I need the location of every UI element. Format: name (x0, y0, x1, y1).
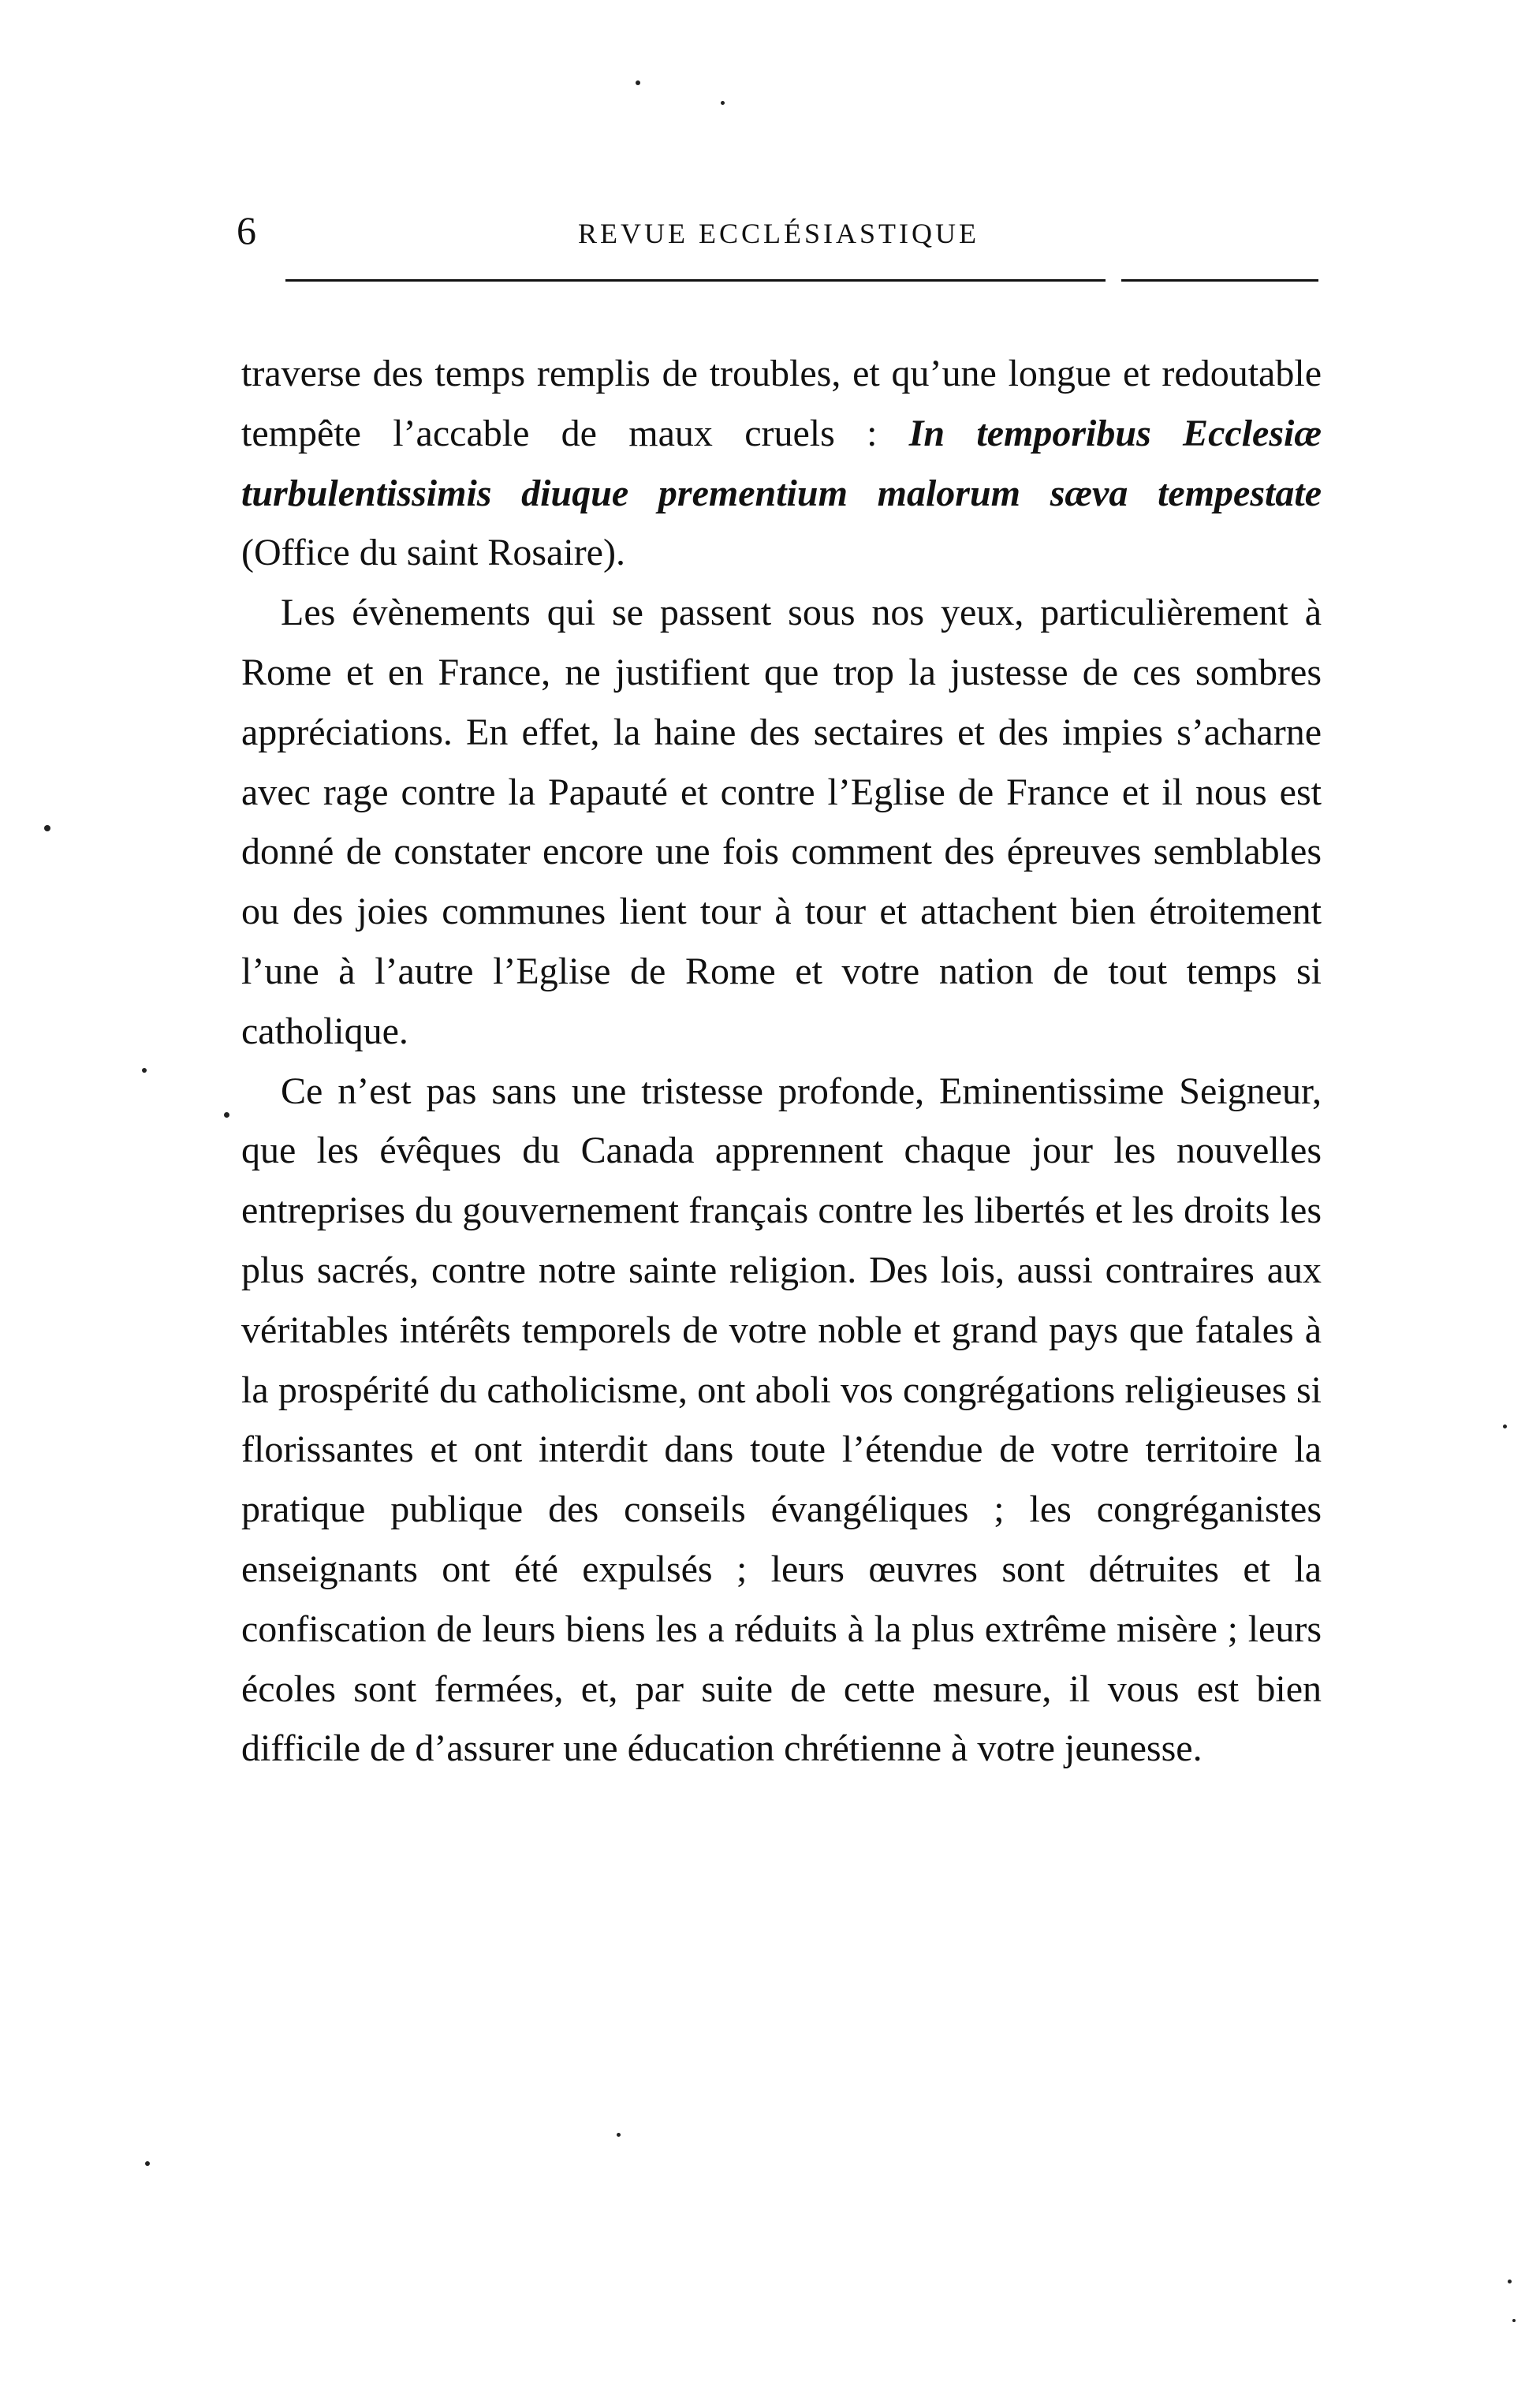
paragraph-2: Les évènements qui se passent sous nos yeux, particulièrement à Rome et en France, ne justifient que trop la justesse de ces sombres appréciations. En effet, la haine des sectaires et des impies s’acharne avec rage contre la Papauté et contre l’Eglise de France et il nous est donné de constater encore une fois comment des épreuves semblables ou des joies communes lient tour à tour et attachent bien étroitement l’une à l’autre l’Eglise de Rome et votre nation de tout temps si catholique. (241, 592, 1322, 1052)
latin-quotation: In temporibus Ecclesiæ turbulentissimis diuque prementium malorum sæva tempestate (241, 412, 1322, 514)
print-speck (1508, 2280, 1512, 2283)
header-rule (285, 279, 1106, 282)
header-rule (1121, 279, 1318, 282)
print-speck (636, 80, 640, 85)
print-speck (721, 101, 725, 105)
print-speck (44, 825, 50, 831)
paragraph-3: Ce n’est pas sans une tristesse profonde, Eminentissime Seigneur, que les évêques du Canada apprennent chaque jour les nouvelles entreprises du gouvernement français contre les libertés et les droits les plus sacrés, contre notre sainte religion. Des lois, aussi contraires aux véritables intérêts temporels de votre noble et grand pays que fatales à la prospérité du catholicisme, ont aboli vos congrégations religieuses si florissantes et ont interdit dans toute l’étendue de votre territoire la pratique publique des conseils évangéliques ; les congréganistes enseignants ont été expulsés ; leurs œuvres sont détruites et la confiscation de leurs biens les a réduits à la plus extrême misère ; leurs écoles sont fermées, et, par suite de cette mesure, il vous est bien difficile de d’assurer une éducation chrétienne à votre jeunesse. (241, 1070, 1322, 1770)
print-speck (142, 1068, 147, 1073)
body-text (241, 344, 1322, 1779)
office-citation: (Office du saint Rosaire). (241, 532, 625, 574)
page-number: 6 (237, 208, 256, 252)
print-speck (617, 2133, 621, 2137)
print-speck (224, 1112, 229, 1118)
running-title: REVUE ECCLÉSIASTIQUE (578, 218, 979, 249)
paragraph-1 (241, 344, 1322, 583)
print-speck (145, 2161, 150, 2166)
paragraph-1-text: traverse des temps remplis de troubles, et qu’une longue et redoutable tempête l’accable de maux cruels : (241, 353, 1322, 454)
running-header (237, 207, 1321, 254)
print-speck (1512, 2319, 1516, 2322)
print-speck (1503, 1425, 1507, 1428)
